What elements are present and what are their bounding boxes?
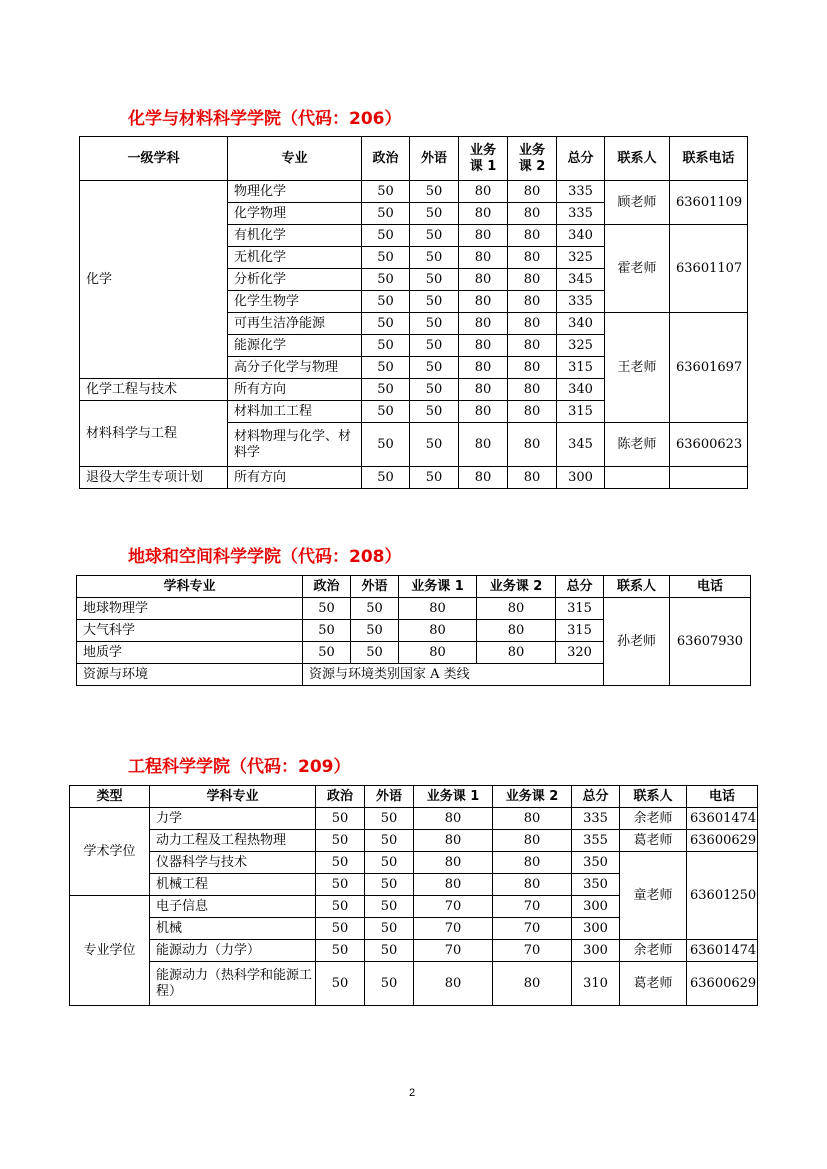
contact-cell: 葛老师 (620, 962, 687, 1006)
score-cell: 50 (410, 269, 459, 291)
total-cell: 300 (572, 940, 620, 962)
phone-cell: 63601474 (687, 940, 758, 962)
col-header: 联系人 (620, 786, 687, 808)
phone-cell: 63601474 (687, 808, 758, 830)
col-header: 总分 (572, 786, 620, 808)
score-cell: 80 (414, 808, 493, 830)
score-cell: 70 (414, 918, 493, 940)
total-cell: 310 (572, 962, 620, 1006)
score-cell: 50 (316, 940, 365, 962)
total-cell: 325 (557, 247, 605, 269)
total-cell: 315 (557, 401, 605, 423)
major-cell: 所有方向 (228, 379, 362, 401)
score-cell: 50 (365, 808, 414, 830)
score-cell: 50 (303, 620, 351, 642)
score-cell: 50 (362, 313, 410, 335)
phone-cell: 63601107 (670, 225, 748, 313)
major-cell: 材料加工工程 (228, 401, 362, 423)
score-cell: 80 (508, 291, 557, 313)
discipline-cell: 化学 (80, 181, 228, 379)
total-cell: 300 (572, 918, 620, 940)
phone-cell: 63601250 (687, 852, 758, 940)
score-cell: 80 (477, 620, 556, 642)
discipline-cell: 化学工程与技术 (80, 379, 228, 401)
major-cell: 能源化学 (228, 335, 362, 357)
score-cell: 80 (508, 269, 557, 291)
score-cell: 80 (508, 357, 557, 379)
section-title-eng: 工程科学学院（代码：209） (128, 757, 351, 777)
score-cell: 50 (316, 962, 365, 1006)
table-row (70, 808, 758, 830)
major-cell: 无机化学 (228, 247, 362, 269)
phone-cell: 63607930 (670, 598, 751, 686)
score-cell: 80 (414, 874, 493, 896)
phone-cell: 63600623 (670, 423, 748, 467)
score-cell: 50 (316, 874, 365, 896)
col-header: 政治 (303, 576, 351, 598)
score-cell: 50 (410, 313, 459, 335)
score-cell: 80 (459, 269, 508, 291)
score-cell: 80 (459, 247, 508, 269)
major-cell: 机械 (150, 918, 316, 940)
score-cell: 50 (362, 335, 410, 357)
page-number: 2 (409, 1087, 416, 1099)
type-cell: 专业学位 (70, 896, 150, 1006)
contact-cell: 葛老师 (620, 830, 687, 852)
section-title-geo: 地球和空间科学学院（代码：208） (128, 547, 402, 567)
score-cell: 80 (508, 225, 557, 247)
score-cell: 50 (365, 962, 414, 1006)
total-cell: 335 (557, 203, 605, 225)
score-cell: 80 (459, 379, 508, 401)
score-cell: 80 (459, 357, 508, 379)
total-cell: 315 (556, 620, 604, 642)
score-cell: 80 (459, 291, 508, 313)
total-cell: 325 (557, 335, 605, 357)
score-cell: 50 (316, 830, 365, 852)
score-cell: 80 (459, 335, 508, 357)
col-header: 电话 (687, 786, 758, 808)
col-header: 一级学科 (80, 137, 228, 181)
score-cell: 80 (493, 830, 572, 852)
score-cell: 80 (508, 181, 557, 203)
table-row (77, 598, 751, 620)
score-cell: 80 (459, 225, 508, 247)
major-cell: 资源与环境 (77, 664, 303, 686)
major-cell: 有机化学 (228, 225, 362, 247)
major-cell: 电子信息 (150, 896, 316, 918)
contact-cell: 余老师 (620, 940, 687, 962)
col-header: 外语 (365, 786, 414, 808)
score-cell: 80 (493, 852, 572, 874)
major-cell: 所有方向 (228, 467, 362, 489)
chem-table (79, 136, 748, 489)
major-cell: 化学生物学 (228, 291, 362, 313)
col-header: 联系电话 (670, 137, 748, 181)
contact-cell: 童老师 (620, 852, 687, 940)
col-header: 业务 课 2 (508, 137, 557, 181)
score-cell: 70 (493, 896, 572, 918)
score-cell: 50 (365, 940, 414, 962)
eng-table (69, 785, 758, 1006)
major-cell: 大气科学 (77, 620, 303, 642)
score-cell: 50 (362, 269, 410, 291)
score-cell: 50 (410, 401, 459, 423)
total-cell: 340 (557, 313, 605, 335)
contact-cell: 孙老师 (604, 598, 670, 686)
major-cell: 仪器科学与技术 (150, 852, 316, 874)
score-cell: 50 (316, 896, 365, 918)
table-row (70, 940, 758, 962)
score-cell: 50 (410, 291, 459, 313)
col-header: 总分 (557, 137, 605, 181)
major-cell: 化学物理 (228, 203, 362, 225)
major-cell: 地球物理学 (77, 598, 303, 620)
score-cell: 80 (399, 642, 477, 664)
score-cell: 80 (508, 423, 557, 467)
score-cell: 50 (316, 852, 365, 874)
score-cell: 50 (362, 357, 410, 379)
total-cell: 320 (556, 642, 604, 664)
total-cell: 350 (572, 852, 620, 874)
score-cell: 50 (410, 379, 459, 401)
total-cell: 315 (556, 598, 604, 620)
total-cell: 335 (572, 808, 620, 830)
major-cell: 动力工程及工程热物理 (150, 830, 316, 852)
col-header: 学科专业 (77, 576, 303, 598)
phone-cell: 63601109 (670, 181, 748, 225)
table-row (70, 852, 758, 874)
score-cell: 70 (414, 940, 493, 962)
col-header: 业务课 1 (399, 576, 477, 598)
score-cell: 50 (365, 852, 414, 874)
score-cell: 50 (410, 467, 459, 489)
score-cell: 80 (508, 467, 557, 489)
contact-cell: 顾老师 (605, 181, 670, 225)
score-cell: 50 (362, 181, 410, 203)
score-cell: 80 (508, 379, 557, 401)
contact-cell (605, 467, 670, 489)
score-cell: 50 (362, 203, 410, 225)
score-cell: 50 (351, 598, 399, 620)
score-cell: 80 (508, 313, 557, 335)
score-cell: 70 (414, 896, 493, 918)
score-cell: 80 (459, 313, 508, 335)
score-cell: 50 (410, 423, 459, 467)
note-cell: 资源与环境类别国家 A 类线 (303, 664, 604, 686)
score-cell: 50 (303, 642, 351, 664)
major-cell: 机械工程 (150, 874, 316, 896)
total-cell: 350 (572, 874, 620, 896)
col-header: 联系人 (605, 137, 670, 181)
score-cell: 50 (410, 357, 459, 379)
total-cell: 345 (557, 269, 605, 291)
score-cell: 50 (365, 874, 414, 896)
geo-table (76, 575, 751, 686)
score-cell: 80 (414, 962, 493, 1006)
phone-cell: 63600629 (687, 830, 758, 852)
total-cell: 300 (572, 896, 620, 918)
score-cell: 50 (410, 203, 459, 225)
score-cell: 80 (459, 203, 508, 225)
contact-cell: 余老师 (620, 808, 687, 830)
table-row (70, 962, 758, 1006)
score-cell: 80 (508, 335, 557, 357)
score-cell: 80 (493, 808, 572, 830)
major-cell: 力学 (150, 808, 316, 830)
col-header: 业务课 2 (477, 576, 556, 598)
score-cell: 50 (410, 247, 459, 269)
score-cell: 50 (365, 918, 414, 940)
score-cell: 50 (362, 225, 410, 247)
contact-cell: 霍老师 (605, 225, 670, 313)
score-cell: 80 (508, 247, 557, 269)
section-title-chem: 化学与材料科学学院（代码：206） (128, 109, 402, 129)
col-header: 政治 (316, 786, 365, 808)
major-cell: 地质学 (77, 642, 303, 664)
contact-cell: 王老师 (605, 313, 670, 423)
major-cell: 能源动力（热科学和能源工程） (150, 962, 316, 1006)
score-cell: 50 (410, 181, 459, 203)
score-cell: 80 (459, 467, 508, 489)
score-cell: 50 (316, 808, 365, 830)
major-cell: 可再生洁净能源 (228, 313, 362, 335)
score-cell: 50 (362, 247, 410, 269)
score-cell: 50 (362, 401, 410, 423)
score-cell: 80 (493, 874, 572, 896)
col-header: 外语 (410, 137, 459, 181)
total-cell: 355 (572, 830, 620, 852)
discipline-cell: 退役大学生专项计划 (80, 467, 228, 489)
major-cell: 分析化学 (228, 269, 362, 291)
col-header: 业务 课 1 (459, 137, 508, 181)
score-cell: 50 (362, 291, 410, 313)
phone-cell (670, 467, 748, 489)
score-cell: 80 (493, 962, 572, 1006)
score-cell: 70 (493, 918, 572, 940)
col-header: 联系人 (604, 576, 670, 598)
score-cell: 80 (477, 598, 556, 620)
score-cell: 80 (459, 423, 508, 467)
total-cell: 345 (557, 423, 605, 467)
col-header: 业务课 1 (414, 786, 493, 808)
score-cell: 50 (362, 379, 410, 401)
score-cell: 50 (365, 830, 414, 852)
total-cell: 340 (557, 225, 605, 247)
score-cell: 80 (459, 181, 508, 203)
col-header: 政治 (362, 137, 410, 181)
score-cell: 80 (399, 598, 477, 620)
major-cell: 物理化学 (228, 181, 362, 203)
col-header: 学科专业 (150, 786, 316, 808)
score-cell: 50 (362, 467, 410, 489)
score-cell: 80 (477, 642, 556, 664)
score-cell: 50 (365, 896, 414, 918)
total-cell: 315 (557, 357, 605, 379)
total-cell: 335 (557, 181, 605, 203)
contact-cell: 陈老师 (605, 423, 670, 467)
total-cell: 340 (557, 379, 605, 401)
phone-cell: 63601697 (670, 313, 748, 423)
col-header: 外语 (351, 576, 399, 598)
major-cell: 能源动力（力学） (150, 940, 316, 962)
phone-cell: 63600629 (687, 962, 758, 1006)
discipline-cell: 材料科学与工程 (80, 401, 228, 467)
score-cell: 80 (399, 620, 477, 642)
score-cell: 50 (303, 598, 351, 620)
score-cell: 80 (508, 401, 557, 423)
table-row (80, 467, 748, 489)
col-header: 专业 (228, 137, 362, 181)
major-cell: 材料物理与化学、材料学 (228, 423, 362, 467)
type-cell: 学术学位 (70, 808, 150, 896)
table-row (70, 830, 758, 852)
score-cell: 80 (414, 852, 493, 874)
col-header: 总分 (556, 576, 604, 598)
table-row (80, 181, 748, 203)
score-cell: 50 (410, 335, 459, 357)
score-cell: 70 (493, 940, 572, 962)
score-cell: 80 (459, 401, 508, 423)
score-cell: 50 (316, 918, 365, 940)
col-header: 电话 (670, 576, 751, 598)
col-header: 类型 (70, 786, 150, 808)
score-cell: 50 (351, 620, 399, 642)
col-header: 业务课 2 (493, 786, 572, 808)
score-cell: 50 (351, 642, 399, 664)
score-cell: 80 (508, 203, 557, 225)
total-cell: 300 (557, 467, 605, 489)
major-cell: 高分子化学与物理 (228, 357, 362, 379)
total-cell: 335 (557, 291, 605, 313)
score-cell: 50 (362, 423, 410, 467)
score-cell: 50 (410, 225, 459, 247)
score-cell: 80 (414, 830, 493, 852)
